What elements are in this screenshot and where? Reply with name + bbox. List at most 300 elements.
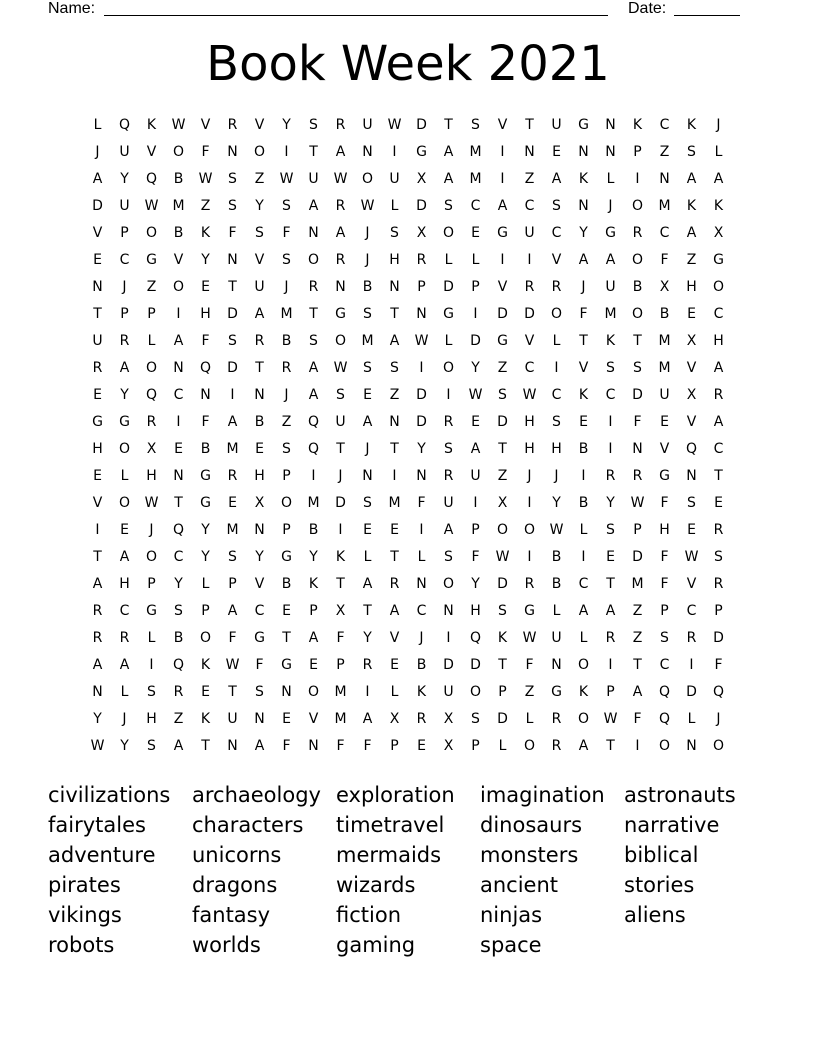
grid-letter: U: [308, 171, 319, 187]
grid-letter: W: [90, 738, 105, 754]
grid-letter: S: [228, 198, 237, 214]
grid-letter: A: [92, 657, 103, 673]
grid-letter: O: [577, 657, 590, 673]
word-list-item: robots: [48, 933, 115, 957]
grid-letter: I: [338, 522, 343, 538]
grid-letter: C: [713, 441, 724, 457]
grid-letter: S: [714, 549, 723, 565]
grid-letter: U: [389, 171, 400, 187]
grid-letter: T: [390, 441, 399, 457]
grid-letter: G: [146, 252, 157, 268]
grid-letter: T: [93, 306, 102, 322]
grid-letter: T: [606, 576, 615, 592]
grid-letter: L: [687, 711, 696, 727]
grid-letter: I: [473, 495, 478, 511]
grid-letter: X: [335, 603, 346, 619]
grid-letter: U: [227, 711, 238, 727]
grid-letter: V: [254, 117, 265, 133]
grid-letter: M: [658, 360, 671, 376]
grid-letter: O: [361, 171, 374, 187]
grid-letter: R: [119, 333, 130, 349]
grid-letter: S: [363, 360, 372, 376]
grid-letter: Z: [659, 144, 670, 160]
grid-letter: O: [307, 684, 320, 700]
grid-letter: K: [416, 684, 427, 700]
grid-letter: X: [416, 225, 427, 241]
word-list-item: fairytales: [48, 813, 146, 837]
grid-letter: O: [280, 495, 293, 511]
grid-letter: W: [468, 387, 483, 403]
word-list-item: gaming: [336, 933, 416, 957]
grid-letter: R: [389, 576, 400, 592]
grid-letter: Z: [281, 414, 292, 430]
grid-letter: U: [254, 279, 265, 295]
grid-letter: N: [227, 144, 238, 160]
grid-letter: N: [416, 306, 427, 322]
grid-letter: E: [228, 495, 237, 511]
grid-letter: M: [469, 171, 482, 187]
grid-letter: R: [713, 576, 724, 592]
grid-letter: G: [524, 603, 535, 619]
grid-letter: S: [444, 441, 453, 457]
grid-letter: Y: [255, 198, 264, 214]
word-list-item: characters: [192, 813, 304, 837]
grid-letter: D: [227, 360, 238, 376]
grid-letter: S: [471, 711, 480, 727]
grid-letter: C: [470, 198, 481, 214]
grid-letter: H: [254, 468, 265, 484]
grid-letter: W: [225, 657, 240, 673]
grid-letter: R: [335, 252, 346, 268]
grid-letter: M: [658, 333, 671, 349]
date-blank-line: [674, 15, 740, 16]
grid-letter: E: [174, 441, 183, 457]
grid-letter: I: [473, 306, 478, 322]
grid-letter: T: [633, 657, 642, 673]
grid-letter: M: [226, 441, 239, 457]
word-list-item: adventure: [48, 843, 156, 867]
grid-letter: K: [713, 198, 724, 214]
grid-letter: R: [308, 279, 319, 295]
grid-letter: U: [470, 468, 481, 484]
grid-letter: O: [496, 522, 509, 538]
grid-letter: N: [200, 387, 211, 403]
grid-letter: Y: [417, 441, 426, 457]
grid-letter: W: [522, 387, 537, 403]
grid-letter: O: [307, 252, 320, 268]
grid-letter: W: [522, 630, 537, 646]
grid-letter: L: [714, 144, 723, 160]
grid-letter: K: [605, 333, 616, 349]
grid-letter: F: [282, 738, 291, 754]
grid-letter: L: [552, 603, 561, 619]
grid-letter: F: [579, 306, 588, 322]
grid-letter: U: [119, 144, 130, 160]
grid-letter: T: [579, 333, 588, 349]
grid-letter: G: [92, 414, 103, 430]
grid-letter: N: [335, 279, 346, 295]
grid-letter: X: [443, 738, 454, 754]
grid-letter: G: [578, 117, 589, 133]
grid-letter: V: [200, 117, 211, 133]
grid-letter: P: [471, 522, 480, 538]
grid-letter: Z: [524, 171, 535, 187]
grid-letter: L: [147, 630, 156, 646]
grid-letter: A: [308, 198, 319, 214]
grid-letter: F: [633, 414, 642, 430]
grid-letter: O: [118, 441, 131, 457]
grid-letter: A: [686, 225, 697, 241]
grid-letter: R: [227, 117, 238, 133]
grid-letter: E: [390, 522, 399, 538]
grid-letter: O: [199, 630, 212, 646]
grid-letter: E: [201, 279, 210, 295]
grid-letter: Z: [497, 468, 508, 484]
grid-letter: M: [631, 576, 644, 592]
grid-letter: N: [362, 144, 373, 160]
grid-letter: S: [444, 549, 453, 565]
grid-letter: S: [390, 360, 399, 376]
grid-letter: P: [201, 603, 210, 619]
grid-letter: Y: [282, 117, 291, 133]
word-list-item: mermaids: [336, 843, 442, 867]
grid-letter: Q: [658, 684, 671, 700]
grid-letter: C: [524, 360, 535, 376]
grid-letter: V: [551, 252, 562, 268]
grid-letter: A: [119, 360, 130, 376]
grid-letter: Y: [93, 711, 102, 727]
grid-letter: S: [147, 684, 156, 700]
grid-letter: Q: [118, 117, 131, 133]
grid-letter: B: [173, 171, 184, 187]
grid-letter: G: [254, 630, 265, 646]
grid-letter: R: [443, 414, 454, 430]
grid-letter: O: [442, 576, 455, 592]
grid-letter: H: [551, 441, 562, 457]
grid-letter: G: [200, 468, 211, 484]
grid-letter: D: [227, 306, 238, 322]
grid-letter: Y: [471, 576, 480, 592]
grid-letter: M: [658, 198, 671, 214]
grid-letter: F: [201, 414, 210, 430]
page-title: Book Week 2021: [206, 36, 610, 92]
grid-letter: I: [446, 630, 451, 646]
grid-letter: L: [93, 117, 102, 133]
grid-letter: D: [497, 306, 508, 322]
grid-letter: P: [120, 306, 129, 322]
grid-letter: A: [362, 414, 373, 430]
grid-letter: T: [309, 306, 318, 322]
grid-letter: I: [500, 252, 505, 268]
grid-letter: J: [365, 252, 370, 268]
grid-letter: L: [201, 576, 210, 592]
grid-letter: C: [254, 603, 265, 619]
grid-letter: C: [605, 387, 616, 403]
grid-letter: O: [145, 225, 158, 241]
grid-letter: I: [176, 306, 181, 322]
grid-letter: R: [281, 360, 292, 376]
grid-letter: A: [713, 414, 724, 430]
grid-letter: B: [362, 279, 373, 295]
grid-letter: Y: [309, 549, 318, 565]
grid-letter: D: [632, 387, 643, 403]
word-list-item: timetravel: [336, 813, 445, 837]
grid-letter: L: [390, 684, 399, 700]
grid-letter: B: [173, 630, 184, 646]
grid-letter: U: [443, 495, 454, 511]
grid-letter: P: [498, 684, 507, 700]
grid-letter: W: [387, 117, 402, 133]
grid-letter: J: [365, 225, 370, 241]
grid-letter: G: [281, 657, 292, 673]
grid-letter: D: [632, 549, 643, 565]
grid-letter: P: [282, 522, 291, 538]
grid-letter: P: [147, 306, 156, 322]
grid-letter: H: [200, 306, 211, 322]
grid-letter: J: [608, 198, 613, 214]
grid-letter: G: [551, 684, 562, 700]
grid-letter: W: [198, 171, 213, 187]
grid-letter: W: [144, 198, 159, 214]
grid-letter: A: [713, 360, 724, 376]
grid-letter: J: [716, 711, 721, 727]
grid-letter: I: [527, 549, 532, 565]
grid-letter: P: [471, 279, 480, 295]
grid-letter: O: [631, 252, 644, 268]
grid-letter: J: [581, 279, 586, 295]
grid-letter: B: [173, 225, 184, 241]
grid-letter: F: [282, 225, 291, 241]
grid-letter: P: [282, 468, 291, 484]
grid-letter: R: [632, 468, 643, 484]
grid-letter: A: [308, 630, 319, 646]
grid-letter: I: [635, 171, 640, 187]
word-list-item: biblical: [624, 843, 699, 867]
grid-letter: E: [201, 684, 210, 700]
grid-letter: S: [660, 630, 669, 646]
grid-letter: E: [363, 522, 372, 538]
grid-letter: G: [443, 306, 454, 322]
grid-letter: N: [254, 522, 265, 538]
grid-letter: R: [632, 225, 643, 241]
grid-letter: Z: [200, 198, 211, 214]
grid-letter: F: [363, 738, 372, 754]
grid-letter: G: [416, 144, 427, 160]
grid-letter: E: [660, 414, 669, 430]
grid-letter: F: [336, 630, 345, 646]
grid-letter: S: [147, 738, 156, 754]
grid-letter: W: [630, 495, 645, 511]
grid-letter: T: [606, 738, 615, 754]
grid-letter: H: [119, 576, 130, 592]
grid-letter: E: [687, 306, 696, 322]
grid-letter: M: [334, 684, 347, 700]
grid-letter: Y: [201, 549, 210, 565]
grid-letter: A: [119, 657, 130, 673]
word-list-item: narrative: [624, 813, 720, 837]
grid-letter: L: [579, 630, 588, 646]
grid-letter: A: [254, 306, 265, 322]
grid-letter: X: [389, 711, 400, 727]
grid-letter: K: [335, 549, 346, 565]
grid-letter: S: [552, 198, 561, 214]
grid-letter: O: [712, 279, 725, 295]
grid-letter: S: [606, 360, 615, 376]
grid-letter: N: [578, 198, 589, 214]
grid-letter: V: [92, 225, 103, 241]
grid-letter: U: [443, 684, 454, 700]
grid-letter: B: [416, 657, 427, 673]
date-label: Date:: [628, 0, 667, 17]
grid-letter: A: [443, 522, 454, 538]
grid-letter: N: [389, 414, 400, 430]
grid-letter: A: [497, 198, 508, 214]
grid-letter: A: [173, 333, 184, 349]
grid-letter: O: [334, 333, 347, 349]
grid-letter: T: [390, 549, 399, 565]
grid-letter: P: [120, 225, 129, 241]
grid-letter: O: [145, 549, 158, 565]
grid-letter: V: [92, 495, 103, 511]
grid-letter: C: [686, 603, 697, 619]
grid-letter: N: [92, 279, 103, 295]
grid-letter: N: [551, 657, 562, 673]
grid-letter: D: [524, 306, 535, 322]
grid-letter: J: [716, 117, 721, 133]
grid-letter: J: [365, 441, 370, 457]
grid-letter: L: [120, 684, 129, 700]
grid-letter: J: [527, 468, 532, 484]
grid-letter: Q: [172, 522, 185, 538]
grid-letter: B: [254, 414, 265, 430]
grid-letter: F: [633, 711, 642, 727]
grid-letter: O: [523, 738, 536, 754]
grid-letter: L: [498, 738, 507, 754]
grid-letter: A: [227, 603, 238, 619]
grid-letter: C: [524, 198, 535, 214]
grid-letter: D: [470, 333, 481, 349]
grid-letter: N: [524, 144, 535, 160]
word-list-item: unicorns: [192, 843, 282, 867]
grid-letter: O: [469, 684, 482, 700]
grid-letter: D: [416, 117, 427, 133]
grid-letter: Q: [145, 387, 158, 403]
grid-letter: O: [442, 360, 455, 376]
grid-letter: O: [118, 495, 131, 511]
grid-letter: S: [228, 549, 237, 565]
grid-letter: X: [713, 225, 724, 241]
grid-letter: A: [308, 387, 319, 403]
grid-letter: F: [336, 738, 345, 754]
word-list-item: imagination: [480, 783, 605, 807]
grid-letter: K: [200, 657, 211, 673]
grid-letter: V: [308, 711, 319, 727]
grid-letter: N: [686, 738, 697, 754]
grid-letter: R: [605, 630, 616, 646]
grid-letter: S: [255, 225, 264, 241]
grid-letter: S: [309, 117, 318, 133]
grid-letter: U: [92, 333, 103, 349]
grid-letter: O: [658, 738, 671, 754]
word-list: [48, 780, 768, 960]
grid-letter: K: [308, 576, 319, 592]
grid-letter: F: [201, 144, 210, 160]
grid-letter: I: [635, 738, 640, 754]
grid-letter: K: [686, 117, 697, 133]
grid-letter: M: [388, 495, 401, 511]
grid-letter: V: [524, 333, 535, 349]
grid-letter: F: [417, 495, 426, 511]
grid-letter: A: [389, 333, 400, 349]
word-list-item: pirates: [48, 873, 121, 897]
grid-letter: R: [146, 414, 157, 430]
grid-letter: P: [606, 684, 615, 700]
grid-letter: R: [335, 198, 346, 214]
grid-letter: S: [336, 387, 345, 403]
grid-letter: T: [498, 657, 507, 673]
grid-letter: O: [172, 279, 185, 295]
grid-letter: G: [119, 414, 130, 430]
grid-letter: O: [523, 522, 536, 538]
grid-letter: V: [659, 441, 670, 457]
grid-letter: P: [147, 576, 156, 592]
grid-letter: U: [659, 387, 670, 403]
grid-letter: F: [660, 549, 669, 565]
grid-letter: S: [282, 198, 291, 214]
grid-letter: T: [309, 144, 318, 160]
grid-letter: O: [631, 198, 644, 214]
word-list-item: vikings: [48, 903, 122, 927]
word-list-item: dinosaurs: [480, 813, 583, 837]
grid-letter: D: [416, 198, 427, 214]
grid-letter: W: [603, 711, 618, 727]
grid-letter: S: [282, 252, 291, 268]
grid-letter: Z: [254, 171, 265, 187]
header: [48, 0, 748, 20]
grid-letter: L: [444, 333, 453, 349]
grid-letter: S: [309, 333, 318, 349]
grid-letter: Q: [712, 684, 725, 700]
grid-letter: H: [524, 414, 535, 430]
grid-letter: I: [149, 657, 154, 673]
grid-letter: U: [551, 117, 562, 133]
grid-letter: Q: [685, 441, 698, 457]
grid-letter: I: [689, 657, 694, 673]
grid-letter: H: [524, 441, 535, 457]
grid-letter: S: [498, 603, 507, 619]
grid-letter: E: [282, 603, 291, 619]
grid-letter: D: [92, 198, 103, 214]
grid-letter: E: [282, 711, 291, 727]
grid-letter: A: [713, 171, 724, 187]
grid-letter: M: [226, 522, 239, 538]
grid-letter: Y: [201, 252, 210, 268]
grid-letter: A: [92, 171, 103, 187]
grid-letter: T: [201, 738, 210, 754]
grid-letter: V: [686, 360, 697, 376]
grid-letter: C: [551, 387, 562, 403]
grid-letter: Q: [307, 414, 320, 430]
grid-letter: A: [443, 144, 454, 160]
grid-letter: H: [92, 441, 103, 457]
grid-letter: Z: [173, 711, 184, 727]
grid-letter: T: [444, 117, 453, 133]
grid-letter: E: [93, 468, 102, 484]
grid-letter: Y: [363, 630, 372, 646]
grid-letter: H: [389, 252, 400, 268]
grid-letter: C: [173, 387, 184, 403]
grid-letter: M: [334, 711, 347, 727]
